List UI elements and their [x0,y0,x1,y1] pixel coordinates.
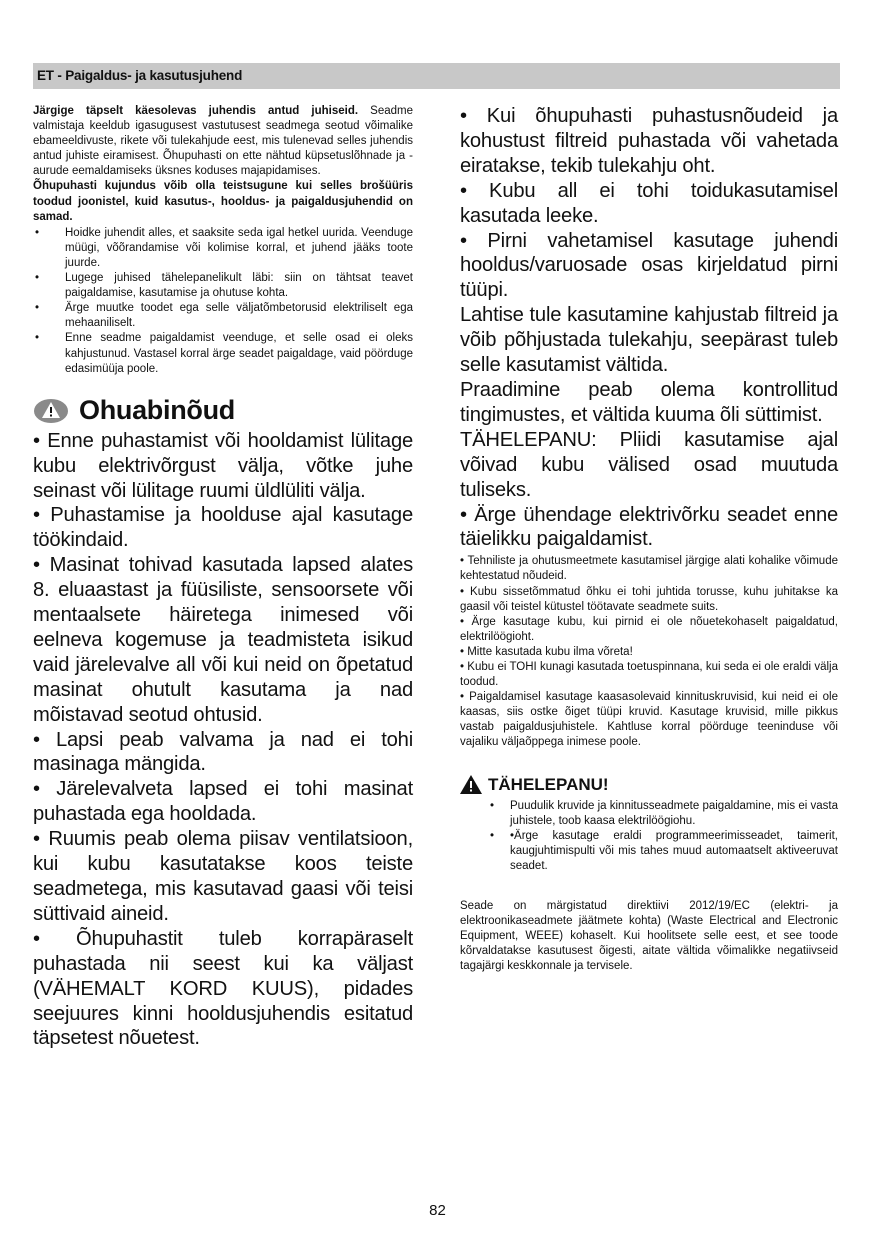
safety-paragraph: Praadimine peab olema kontrollitud tingimustes, et vältida kuuma õli süttimist. [460,378,838,426]
safety-paragraph: • Masinat tohivad kasutada lapsed alates 8. eluaastast ja füüsiliste, sensoorsete või mentaalsete häiretega inimesed või eelneva kogemuse ja teadmisteta isikud vaid järelevalve all või kui neid on õpetatud masinat ohutult kasutama ja nad mõistavad seotud ohtusid. [33,554,413,726]
small-paragraph: • Tehniliste ja ohutusmeetmete kasutamisel järgige alati kohalike võimude kehtestatud nõudeid. [460,555,838,583]
bullet-icon: • [35,332,40,345]
list-item [33,271,413,301]
left-column [33,104,413,1051]
list-item-text: Puudulik kruvide ja kinnitusseadmete paigaldamine, mis ei vasta juhistele, toob kaasa elektrilöögiohu. [510,799,838,827]
page-number: 82 [429,1202,446,1219]
safety-paragraph: • Õhupuhastit tuleb korrapäraselt puhastada nii seest kui ka väljast (VÄHEMALT KORD KUUS), pidades seejuures kinni hooldusjuhendis esitatud täpsetest nõuetest. [33,927,413,1050]
section-title: Ohuabinõud [79,395,235,426]
bullet-icon: • [35,302,40,315]
warning-list [460,799,838,874]
safety-paragraph: • Järelevalveta lapsed ei tohi masinat puhastada ega hooldada. [33,778,413,826]
list-item [33,301,413,331]
design-note: Õhupuhasti kujundus võib olla teistsugune kui selles brošüüris toodud joonistel, kuid kasutus-, hooldus- ja paigaldusjuhendid on samad. [33,180,413,223]
safety-paragraph: TÄHELEPANU: Pliidi kasutamise ajal võivad kubu välised osad muutuda tuliseks. [460,428,838,501]
warning-oval-icon [33,398,69,424]
safety-paragraph: • Ruumis peab olema piisav ventilatsioon, kui kubu kasutatakse koos teiste seadmetega, mis kasutavad gaasi või teisi süttivaid aineid. [33,828,413,925]
safety-paragraph: • Kubu all ei tohi toidukasutamisel kasutada leeke. [460,179,838,227]
small-paragraph: • Mitte kasutada kubu ilma võreta! [460,645,633,658]
safety-paragraph: • Kui õhupuhasti puhastusnõudeid ja kohustust filtreid puhastada või vahetada eiratakse, tekib tulekahju oht. [460,105,838,177]
safety-paragraph: • Pirni vahetamisel kasutage juhendi hooldus/varuosade osas kirjeldatud pirni tüüpi. [460,229,838,302]
intro-paragraph [33,104,413,179]
safety-paragraph: • Lapsi peab valvama ja nad ei tohi masinaga mängida. [33,728,413,776]
safety-paragraph: Lahtise tule kasutamine kahjustab filtreid ja võib põhjustada tulekahju, seepärast tuleb selle kasutamist vältida. [460,304,838,377]
small-paragraph: • Ärge kasutage kubu, kui pirnid ei ole nõuetekohaselt paigaldatud, elektrilöögioht. [460,615,838,643]
header-title: ET - Paigaldus- ja kasutusjuhend [37,68,243,83]
intro-rest: Seadme valmistaja keeldub igasugusest vastutusest seadmega seotud võimalike ebameeldivuste, rikete või tulekahjude eest, mis tulenevad selles juhendis antud juhiste eiramisest. Õhupuhasti on ette nähtud küpsetuslõhnade ja -aurude eemaldamiseks üksnes koduses majapidamises. [33,105,414,178]
intro-bold: Järgige täpselt käesolevas juhendis antud juhiseid. [33,105,359,117]
warning-heading [460,775,838,795]
weee-paragraph: Seade on märgistatud direktiivi 2012/19/EC (elektri- ja elektroonikaseadmete jäätmete kohta) (Waste Electrical and Electronic Equipment, WEEE) kohaselt. Kui hoolitsete selle eest, et see toode kõrvaldatakse kasutusest õigesti, aitate vältida võimalikke negatiivseid tagajärgi keskkonnale ja tervisele. [460,900,838,973]
list-item-text: Ärge muutke toodet ega selle väljatõmbetorusid elektriliselt ega mehaaniliselt. [65,302,413,330]
list-item [460,799,838,829]
warning-title: TÄHELEPANU! [488,774,609,794]
safety-paragraph: • Enne puhastamist või hooldamist lülitage kubu elektrivõrgust välja, võtke juhe seinast või lülitage ruumi üldlüliti välja. [33,429,413,502]
small-paragraph: • Paigaldamisel kasutage kaasasolevaid kinnituskruvisid, kui neid ei ole kaasas, siis ostke õiget tüüpi kruvid. Kasutage kruvisid, mille pikkus vastab paigaldusjuhistele. Kahtluse korral pöörduge teeninduse või vajaliku väljaõppega inimese poole. [460,691,838,749]
section-heading [33,394,413,428]
small-paragraphs [460,554,838,750]
small-paragraph: • Kubu ei TOHI kunagi kasutada toetuspinnana, kui seda ei ole eraldi välja toodud. [460,660,838,689]
right-column [460,104,838,974]
bullet-icon: • [490,799,495,812]
list-item-text: Lugege juhised tähelepanelikult läbi: siin on tähtsat teavet paigaldamise, kasutamise ja ohutuse kohta. [65,272,413,300]
list-item-text: Enne seadme paigaldamist veenduge, et selle osad ei oleks kahjustunud. Vastasel korral ärge seadet paigaldage, vaid pöörduge edasimüüja poole. [65,332,413,375]
bullet-icon: • [35,272,40,285]
bullet-icon: • [490,829,495,842]
list-item [33,331,413,376]
intro-bullet-list [33,226,413,377]
list-item [33,226,413,271]
list-item [460,829,838,874]
list-item-text: •Ärge kasutage eraldi programmeerimisseadet, taimerit, kaugjuhtimispulti või mis tahes muud automaatselt aktiveeruvat seadet. [510,829,838,872]
safety-paragraph: • Ärge ühendage elektrivõrku seadet enne täielikku paigaldamist. [460,503,838,551]
small-paragraph: • Kubu sissetõmmatud õhku ei tohi juhtida torusse, kuhu juhitakse ka gaasil või teistel kütustel töötavate seadmete suits. [460,585,838,613]
warning-triangle-icon [460,775,482,794]
list-item-text: Hoidke juhendit alles, et saaksite seda igal hetkel uurida. Veenduge müügi, võõrandamise või kolimise korral, et juhend jääks toote juurde. [65,226,413,269]
bullet-icon: • [35,226,40,239]
page-header [33,63,840,89]
safety-paragraph: • Puhastamise ja hoolduse ajal kasutage töökindaid. [33,504,413,552]
